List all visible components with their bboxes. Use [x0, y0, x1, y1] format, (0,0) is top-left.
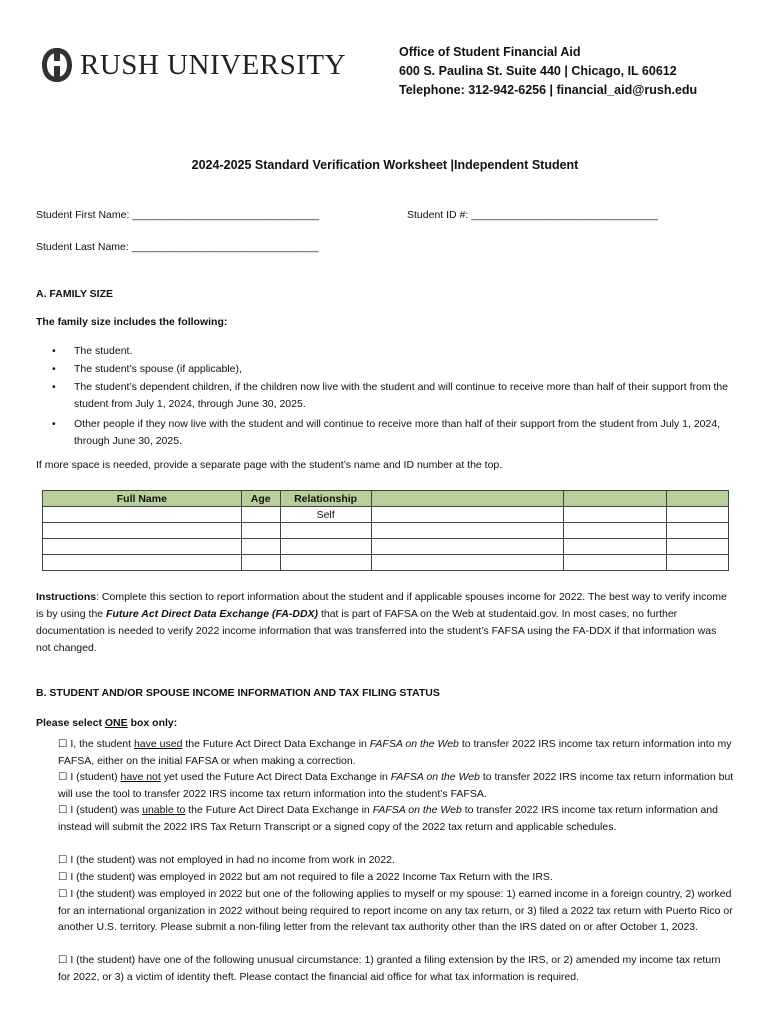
- space-note: If more space is needed, provide a separate page with the student’s name and ID number at the top.: [36, 459, 503, 471]
- table-cell[interactable]: [564, 555, 667, 571]
- office-address: 600 S. Paulina St. Suite 440 | Chicago, IL 60612: [399, 64, 677, 78]
- table-cell[interactable]: [667, 555, 729, 571]
- table-cell[interactable]: [371, 539, 564, 555]
- table-row: [43, 523, 729, 539]
- rush-university-logo: [40, 46, 346, 84]
- section-b-heading: B. STUDENT AND/OR SPOUSE INCOME INFORMATION AND TAX FILING STATUS: [36, 687, 440, 699]
- table-cell[interactable]: [280, 555, 371, 571]
- header-age: Age: [241, 491, 280, 507]
- checkbox-icon[interactable]: ☐: [58, 771, 68, 783]
- option-will-use-fa-ddx[interactable]: ☐ I (student) have not yet used the Future Act Direct Data Exchange in FAFSA on the Web to transfer 2022 IRS income tax return information but will use the tool to transfer 2022 IRS income tax return information into the student’s FAFSA.: [58, 771, 734, 800]
- table-cell[interactable]: [667, 523, 729, 539]
- checkbox-icon[interactable]: ☐: [58, 888, 68, 900]
- option-foreign-income[interactable]: ☐ I (the student) was employed in 2022 but one of the following applies to myself or my spouse: 1) earned income in a foreign country, 2) worked for an international organization in 2022 without being required to report income on any tax return, or 3) filed a 2022 tax return with Puerto Rico or another U.S. territory. Please submit a non-filing letter from the relevant tax authority other than the IRS dated on or after October 1, 2023.: [58, 888, 733, 933]
- table-cell[interactable]: Self: [280, 507, 371, 523]
- table-cell[interactable]: [371, 507, 564, 523]
- table-cell[interactable]: [241, 507, 280, 523]
- page-title: 2024-2025 Standard Verification Worksheet |Independent Student: [191, 158, 579, 172]
- table-cell[interactable]: [564, 523, 667, 539]
- rush-shield-icon: [40, 46, 74, 84]
- list-item: • The student.: [52, 345, 133, 357]
- office-contact-block: [399, 43, 697, 100]
- student-id-field[interactable]: Student ID #: ________________________________: [407, 209, 659, 221]
- select-one-instruction: Please select ONE box only:: [36, 717, 178, 729]
- option-unable-fa-ddx[interactable]: ☐ I (student) was unable to the Future Act Direct Data Exchange in FAFSA on the Web to transfer 2022 IRS income tax return information and instead will submit the 2022 IRS Tax Return Transcript or a signed copy of the 2022 tax return and applicable schedules.: [58, 804, 719, 833]
- table-cell[interactable]: [241, 539, 280, 555]
- table-row: [43, 539, 729, 555]
- family-members-table: [42, 490, 729, 571]
- table-cell[interactable]: [667, 507, 729, 523]
- table-cell[interactable]: [371, 523, 564, 539]
- student-last-name-field[interactable]: Student Last Name: ________________________________: [36, 241, 319, 253]
- list-item: • Other people if they now live with the student and will continue to receive more than half of their support from the student from July 1, 2024, through June 30, 2025.: [52, 418, 721, 447]
- option-unusual-circumstance[interactable]: ☐ I (the student) have one of the following unusual circumstance: 1) granted a filing extension by the IRS, or 2) amended my income tax return for 2022, or 3) a victim of identity theft. Please contact the financial aid office for what tax information is required.: [58, 954, 721, 983]
- table-cell[interactable]: [43, 507, 242, 523]
- table-cell[interactable]: [43, 523, 242, 539]
- table-cell[interactable]: [241, 555, 280, 571]
- table-cell[interactable]: [280, 539, 371, 555]
- option-not-employed[interactable]: ☐ I (the student) was not employed in had no income from work in 2022.: [58, 854, 395, 866]
- table-cell[interactable]: [241, 523, 280, 539]
- instructions-label: Instructions: [36, 591, 97, 603]
- table-cell[interactable]: [43, 539, 242, 555]
- table-cell[interactable]: [564, 539, 667, 555]
- student-first-name-field[interactable]: Student First Name: ________________________________: [36, 209, 320, 221]
- checkbox-icon[interactable]: ☐: [58, 854, 68, 866]
- checkbox-icon[interactable]: ☐: [58, 738, 68, 750]
- checkbox-icon[interactable]: ☐: [58, 804, 68, 816]
- option-used-fa-ddx[interactable]: ☐ I, the student have used the Future Act Direct Data Exchange in FAFSA on the Web to transfer 2022 IRS income tax return information into my FAFSA, either on the initial FAFSA or when making a correction.: [58, 738, 732, 767]
- header-blank: [667, 491, 729, 507]
- list-item: • The student’s spouse (if applicable),: [52, 363, 242, 375]
- list-item: • The student’s dependent children, if the children now live with the student and will continue to receive more than half of their support from the student from July 1, 2024, through June 30, 2025.: [52, 381, 729, 410]
- header-blank: [564, 491, 667, 507]
- office-telephone: Telephone: 312-942-6256 | financial_aid@rush.edu: [399, 83, 698, 97]
- instructions-paragraph: Instructions: Complete this section to report information about the student and if applicable spouses income for 2022. The best way to verify income is by using the Future Act Direct Data Exchange (FA-DDX) that is part of FAFSA on the Web at studentaid.gov. In most cases, no further documentation is needed to verify 2022 income information that was transferred into the student’s FAFSA using the FA-DDX if that information was not changed.: [36, 591, 727, 654]
- logo-text: RUSH UNIVERSITY: [80, 48, 347, 81]
- header-full-name: Full Name: [43, 491, 242, 507]
- checkbox-icon[interactable]: ☐: [58, 954, 68, 966]
- checkbox-icon[interactable]: ☐: [58, 871, 68, 883]
- table-cell[interactable]: [667, 539, 729, 555]
- fa-ddx-emphasis: Future Act Direct Data Exchange (FA-DDX): [106, 608, 319, 620]
- family-size-intro: The family size includes the following:: [36, 316, 228, 328]
- table-header-row: [43, 491, 729, 507]
- office-name: Office of Student Financial Aid: [399, 45, 581, 59]
- family-size-list: [52, 343, 742, 451]
- table-cell[interactable]: [564, 507, 667, 523]
- table-cell[interactable]: [280, 523, 371, 539]
- header-relationship: Relationship: [280, 491, 371, 507]
- table-row: [43, 507, 729, 523]
- table-cell[interactable]: [43, 555, 242, 571]
- option-not-required-to-file[interactable]: ☐ I (the student) was employed in 2022 but am not required to file a 2022 Income Tax Return with the IRS.: [58, 871, 553, 883]
- section-a-heading: A. FAMILY SIZE: [36, 288, 114, 300]
- table-cell[interactable]: [371, 555, 564, 571]
- header-blank: [371, 491, 564, 507]
- table-row: [43, 555, 729, 571]
